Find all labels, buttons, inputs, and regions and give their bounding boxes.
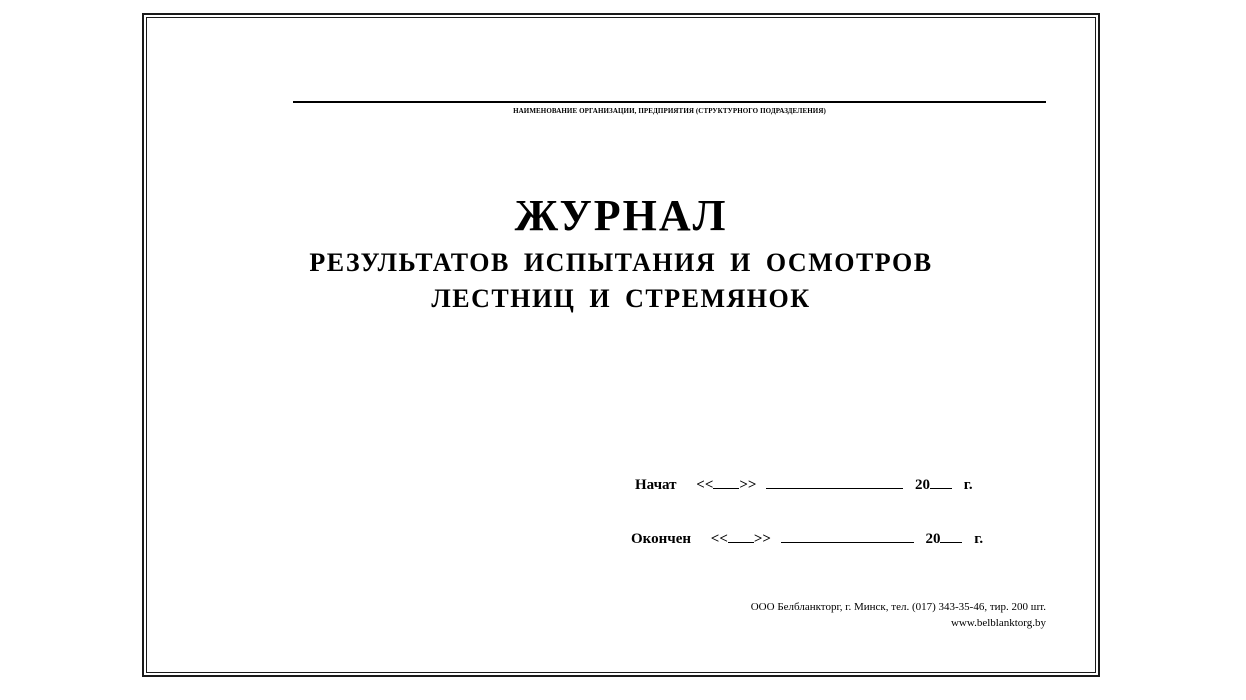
- start-month-blank: [766, 474, 903, 489]
- start-year-blank: [930, 474, 952, 489]
- organization-caption: НАИМЕНОВАНИЕ ОРГАНИЗАЦИИ, ПРЕДПРИЯТИЯ (СТРУКТУРНОГО ПОДРАЗДЕЛЕНИЯ): [513, 107, 826, 115]
- journal-subtitle-line-1: РЕЗУЛЬТАТОВ ИСПЫТАНИЯ И ОСМОТРОВ: [309, 248, 933, 277]
- start-day-open-quote: <<: [696, 477, 714, 493]
- journal-subtitle-line-2: ЛЕСТНИЦ И СТРЕМЯНОК: [431, 284, 811, 313]
- end-date-row: [631, 528, 983, 549]
- end-day-open-quote: <<: [710, 531, 728, 547]
- start-day-blank: [713, 474, 739, 489]
- start-date-row: [635, 474, 973, 495]
- page-border-inner: [146, 17, 1096, 673]
- publisher-contact: ООО Белбланкторг, г. Минск, тел. (017) 343-35-46, тир. 200 шт.: [750, 601, 1046, 613]
- end-date-label: Окончен: [631, 531, 692, 547]
- start-day-close-quote: >>: [739, 477, 757, 493]
- end-year-prefix: 20: [925, 531, 941, 547]
- end-year-suffix: г.: [974, 531, 984, 547]
- start-year-prefix: 20: [914, 477, 930, 493]
- end-year-blank: [940, 528, 962, 543]
- end-day-blank: [728, 528, 754, 543]
- organization-name-line: [293, 101, 1046, 103]
- end-day-close-quote: >>: [753, 531, 771, 547]
- publisher-website: www.belblanktorg.by: [950, 617, 1046, 629]
- start-date-label: Начат: [635, 477, 677, 493]
- publisher-info: [751, 599, 1046, 631]
- journal-title: ЖУРНАЛ: [514, 191, 728, 240]
- start-year-suffix: г.: [963, 477, 973, 493]
- end-month-blank: [781, 528, 914, 543]
